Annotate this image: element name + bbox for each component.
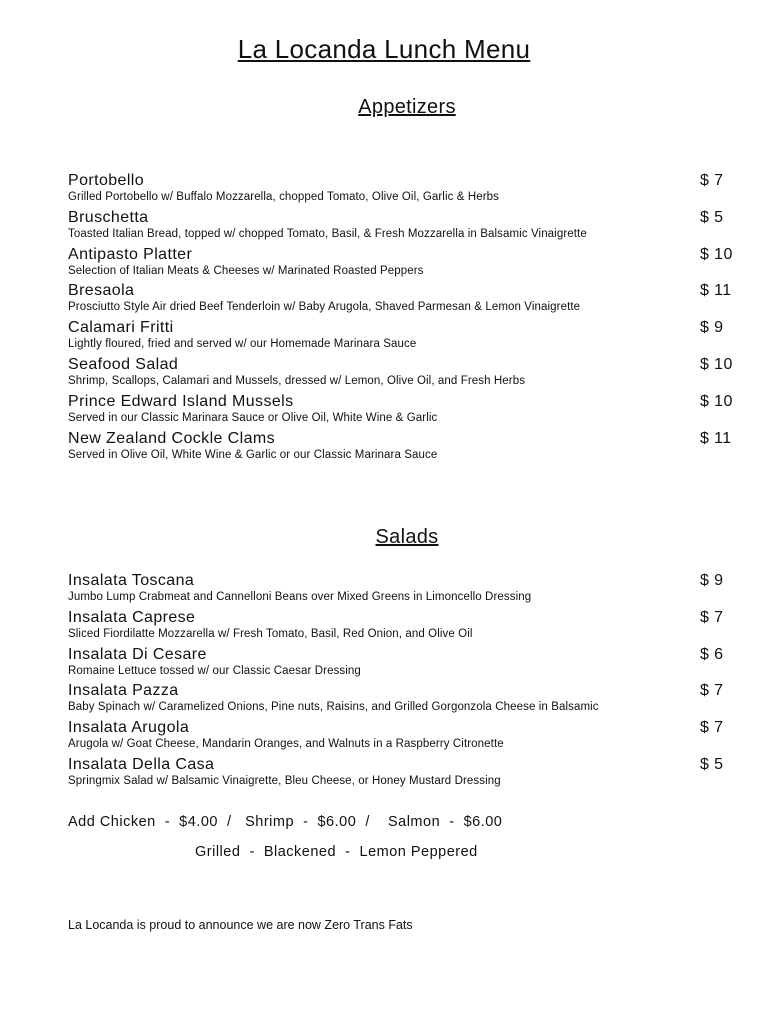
item-name: Insalata Pazza	[68, 682, 179, 700]
item-price: $ 9	[700, 572, 724, 589]
preparation-options: Grilled - Blackened - Lemon Peppered	[195, 844, 478, 860]
trans-fat-notice: La Locanda is proud to announce we are now Zero Trans Fats	[68, 918, 413, 932]
addons-line: Add Chicken - $4.00 / Shrimp - $6.00 / Salmon - $6.00	[68, 814, 503, 830]
menu-item	[68, 209, 734, 246]
item-description: Springmix Salad w/ Balsamic Vinaigrette, Bleu Cheese, or Honey Mustard Dressing	[68, 774, 501, 787]
item-name: Bruschetta	[68, 208, 149, 226]
item-price: $ 7	[700, 682, 724, 700]
salads-heading: Salads	[375, 526, 439, 548]
item-price: $ 5	[700, 208, 724, 226]
menu-item	[68, 646, 734, 683]
item-price: $ 10	[700, 245, 733, 263]
menu-item	[68, 609, 734, 646]
item-name: Insalata Caprese	[68, 608, 196, 626]
menu-item	[68, 756, 734, 793]
item-price: $ 11	[700, 282, 732, 300]
item-description: Served in Olive Oil, White Wine & Garlic or our Classic Marinara Sauce	[68, 448, 438, 461]
item-name: Prince Edward Island Mussels	[68, 392, 294, 410]
menu-item	[68, 393, 734, 430]
item-description: Grilled Portobello w/ Buffalo Mozzarella, chopped Tomato, Olive Oil, Garlic & Herbs	[68, 191, 500, 203]
menu-item	[68, 682, 734, 719]
menu-item	[68, 319, 734, 356]
menu-item	[68, 430, 734, 467]
item-price: $ 6	[700, 645, 724, 663]
menu-item	[68, 246, 734, 283]
menu-item	[68, 356, 734, 393]
item-price: $ 10	[700, 355, 733, 373]
item-name: Antipasto Platter	[68, 245, 193, 263]
item-description: Selection of Italian Meats & Cheeses w/ Marinated Roasted Peppers	[68, 264, 424, 277]
item-description: Sliced Fiordilatte Mozzarella w/ Fresh Tomato, Basil, Red Onion, and Olive Oil	[68, 627, 473, 640]
item-description: Shrimp, Scallops, Calamari and Mussels, dressed w/ Lemon, Olive Oil, and Fresh Herbs	[68, 374, 526, 387]
menu-title: La Locanda Lunch Menu	[237, 34, 531, 64]
item-name: Bresaola	[68, 282, 135, 300]
item-price: $ 7	[700, 719, 724, 737]
item-description: Arugola w/ Goat Cheese, Mandarin Oranges, and Walnuts in a Raspberry Citronette	[68, 738, 504, 751]
item-name: Seafood Salad	[68, 355, 179, 373]
item-name: New Zealand Cockle Clams	[68, 429, 276, 447]
menu-item	[68, 172, 734, 209]
item-name: Insalata Arugola	[68, 719, 190, 737]
appetizers-list	[68, 172, 734, 466]
item-price: $ 7	[700, 608, 724, 626]
salads-list	[68, 572, 734, 793]
item-description: Toasted Italian Bread, topped w/ chopped Tomato, Basil, & Fresh Mozzarella in Balsamic Vinaigrette	[68, 227, 587, 240]
menu-item	[68, 282, 734, 319]
item-name: Insalata Toscana	[68, 572, 195, 589]
item-name: Insalata Di Cesare	[68, 645, 207, 663]
item-price: $ 9	[700, 319, 724, 337]
item-description: Prosciutto Style Air dried Beef Tenderloin w/ Baby Arugola, Shaved Parmesan & Lemon Vinaigrette	[68, 301, 581, 314]
item-description: Baby Spinach w/ Caramelized Onions, Pine nuts, Raisins, and Grilled Gorgonzola Cheese in Balsamic	[68, 701, 599, 714]
item-price: $ 7	[700, 172, 724, 189]
appetizers-heading: Appetizers	[358, 96, 456, 118]
item-name: Calamari Fritti	[68, 319, 174, 337]
item-description: Jumbo Lump Crabmeat and Cannelloni Beans over Mixed Greens in Limoncello Dressing	[68, 591, 532, 603]
menu-item	[68, 572, 734, 609]
item-price: $ 10	[700, 392, 733, 410]
item-name: Portobello	[68, 172, 145, 189]
item-description: Served in our Classic Marinara Sauce or Olive Oil, White Wine & Garlic	[68, 411, 438, 424]
item-price: $ 11	[700, 429, 732, 447]
item-description: Lightly floured, fried and served w/ our Homemade Marinara Sauce	[68, 338, 417, 351]
item-price: $ 5	[700, 755, 724, 773]
menu-item	[68, 719, 734, 756]
item-description: Romaine Lettuce tossed w/ our Classic Caesar Dressing	[68, 664, 361, 677]
item-name: Insalata Della Casa	[68, 755, 215, 773]
